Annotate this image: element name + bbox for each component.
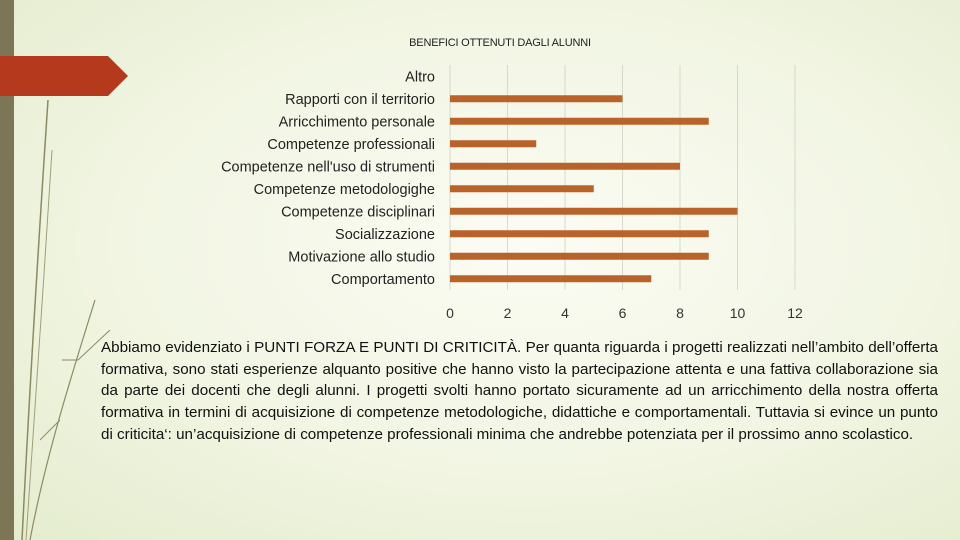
bar xyxy=(450,208,738,215)
x-tick-label: 2 xyxy=(503,305,512,321)
x-tick-label: 8 xyxy=(676,305,684,321)
category-label: Competenze nell'uso di strumenti xyxy=(221,159,435,176)
bar xyxy=(450,275,651,282)
category-label: Competenze metodologighe xyxy=(253,181,435,198)
chart-title: BENEFICI OTTENUTI DAGLI ALUNNI xyxy=(409,37,591,49)
x-tick-label: 6 xyxy=(618,305,627,321)
x-tick-label: 4 xyxy=(561,305,569,321)
category-label: Socializzazione xyxy=(335,226,435,243)
category-label: Comportamento xyxy=(331,271,435,288)
slide-paragraph: Abbiamo evidenziato i PUNTI FORZA E PUNTI DI CRITICITÀ. Per quanta riguarda i progetti realizzati nell’ambito dell’offerta formativa, sono stati esperienze alquanto positive che hanno visto la partecipazione attenta e una fattiva collaborazione sia da parte dei docenti che degli alunni. I progetti svolti hanno portato sicuramente ad un arricchimento della nostra offerta formativa in termini di acquisizione di competenze metodologiche, didattiche e comportamentali. Tuttavia si evince un punto di criticita‘: un’acquisizione di competenze professionali minima che andrebbe potenziata per il prossimo anno scolastico. xyxy=(101,339,938,443)
category-label: Rapporti con il territorio xyxy=(285,91,435,108)
bar xyxy=(450,118,709,125)
category-label: Altro xyxy=(405,69,435,86)
x-tick-label: 0 xyxy=(446,305,454,321)
bar xyxy=(450,95,623,102)
bar xyxy=(450,230,709,237)
category-label: Motivazione allo studio xyxy=(288,249,435,266)
bar xyxy=(450,253,709,260)
category-label: Competenze disciplinari xyxy=(281,204,435,221)
category-label: Competenze professionali xyxy=(267,136,435,153)
category-label: Arricchimento personale xyxy=(278,114,435,131)
bar xyxy=(450,163,680,170)
x-tick-label: 12 xyxy=(787,305,803,321)
x-tick-label: 10 xyxy=(729,305,746,321)
bar xyxy=(450,140,536,147)
bar xyxy=(450,185,594,192)
